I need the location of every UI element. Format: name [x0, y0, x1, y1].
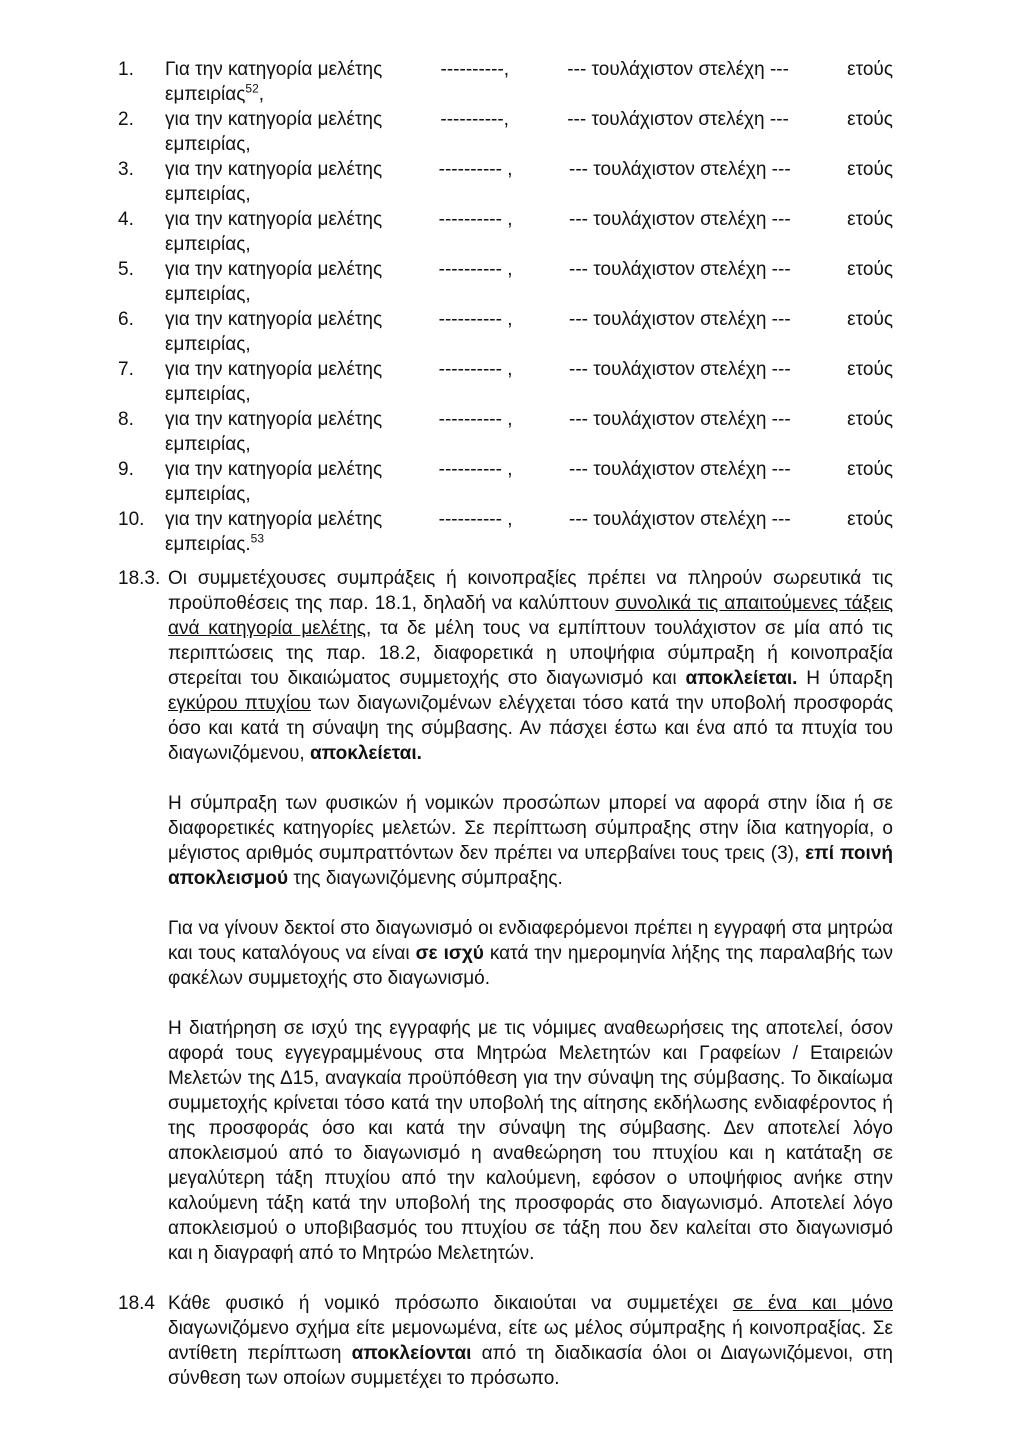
item-mid: --- τουλάχιστον στελέχη --- — [569, 359, 791, 380]
item-dashes: ---------- , — [438, 209, 513, 230]
sections — [118, 566, 893, 1391]
item-end: ετούς — [847, 309, 893, 330]
item-mid: --- τουλάχιστον στελέχη --- — [569, 409, 791, 430]
item-number: 9. — [118, 459, 134, 480]
item-cont: εμπειρίας, — [165, 284, 251, 305]
item-prefix: για την κατηγορία μελέτης — [165, 359, 383, 380]
paragraph-5: Κάθε φυσικό ή νομικό πρόσωπο δικαιούται να συμμετέχει σε ένα και μόνο διαγωνιζόμενο σχήμα είτε μεμονωμένα, είτε ως μέλος σύμπραξης ή κοινοπραξίας. Σε αντίθετη περίπτωση αποκλείονται από τη διαδικασία όλοι οι Διαγωνιζόμενοι, στη σύνθεση των οποίων συμμετέχει το πρόσωπο. — [168, 1293, 893, 1389]
item-number: 4. — [118, 209, 134, 230]
item-mid: --- τουλάχιστον στελέχη --- — [569, 259, 791, 280]
item-end: ετούς — [847, 509, 893, 530]
item-number: 3. — [118, 159, 134, 180]
item-dashes: ----------, — [440, 109, 509, 130]
item-number: 10. — [118, 509, 145, 530]
item-cont: εμπειρίας, — [165, 184, 251, 205]
item-prefix: Για την κατηγορία μελέτης — [165, 59, 383, 80]
item-cont: εμπειρίας, — [165, 234, 251, 255]
item-mid: --- τουλάχιστον στελέχη --- — [569, 509, 791, 530]
list-item — [118, 107, 893, 157]
paragraph-1: Οι συμμετέχουσες συμπράξεις ή κοινοπραξίες πρέπει να πληρούν σωρευτικά τις προϋποθέσεις της παρ. 18.1, δηλαδή να καλύπτουν συνολικά τις απαιτούμενες τάξεις ανά κατηγορία μελέτης, τα δε μέλη τους να εμπίπτουν τουλάχιστον σε μία από τις περιπτώσεις της παρ. 18.2, διαφορετικά η υποψήφια σύμπραξη ή κοινοπραξία στερείται του δικαιώματος συμμετοχής στο διαγωνισμό και αποκλείεται. Η ύπαρξη εγκύρου πτυχίου των διαγωνιζομένων ελέγχεται τόσο κατά την υποβολή προσφοράς όσο και κατά τη σύναψη της σύμβασης. Αν πάσχει έστω και ένα από τα πτυχία του διαγωνιζόμενου, αποκλείεται. — [168, 568, 893, 764]
item-dashes: ---------- , — [438, 159, 513, 180]
item-number: 2. — [118, 109, 134, 130]
item-number: 6. — [118, 309, 134, 330]
item-end: ετούς — [847, 209, 893, 230]
item-prefix: για την κατηγορία μελέτης — [165, 109, 383, 130]
item-prefix: για την κατηγορία μελέτης — [165, 309, 383, 330]
paragraph-3: Για να γίνουν δεκτοί στο διαγωνισμό οι ενδιαφερόμενοι πρέπει η εγγραφή στα μητρώα και τους καταλόγους να είναι σε ισχύ κατά την ημερομηνία λήξης της παραλαβής των φακέλων συμμετοχής στο διαγωνισμό. — [168, 918, 894, 989]
item-prefix: για την κατηγορία μελέτης — [165, 259, 383, 280]
list-item — [118, 407, 893, 457]
item-dashes: ---------- , — [438, 459, 513, 480]
item-prefix: για την κατηγορία μελέτης — [165, 209, 383, 230]
paragraph-4: Η διατήρηση σε ισχύ της εγγραφής με τις νόμιμες αναθεωρήσεις της αποτελεί, όσον αφορά τους εγγεγραμμένους στα Μητρώα Μελετητών και Γραφείων / Εταιρειών Μελετών της Δ15, αναγκαία προϋπόθεση για την σύναψη της σύμβασης. Το δικαίωμα συμμετοχής κρίνεται τόσο κατά την υποβολή της αίτησης εκδήλωσης ενδιαφέροντος ή της προσφοράς όσο και κατά την σύναψη της σύμβασης. Δεν αποτελεί λόγο αποκλεισμού από το διαγωνισμό η αναθεώρηση του πτυχίου και η κατάταξη σε μεγαλύτερη τάξη πτυχίου από την καλούμενη, εφόσον ο υποψήφιος ανήκε στην καλούμενη τάξη κατά την υποβολή της προσφοράς στο διαγωνισμό. Αποτελεί λόγο αποκλεισμού ο υποβιβασμός του πτυχίου σε τάξη που δεν καλείται στο διαγωνισμό και η διαγραφή από το Μητρώο Μελετητών. — [168, 1018, 893, 1264]
section-number: 18.4 — [118, 1293, 155, 1314]
item-cont: εμπειρίας, — [165, 384, 251, 405]
item-cont: εμπειρίας, — [165, 134, 251, 155]
item-end: ετούς — [847, 159, 893, 180]
item-end: ετούς — [847, 109, 893, 130]
list-item — [118, 357, 893, 407]
item-number: 5. — [118, 259, 134, 280]
list-item — [118, 457, 893, 507]
section-18-4 — [118, 1291, 893, 1391]
item-prefix: για την κατηγορία μελέτης — [165, 509, 383, 530]
list-item — [118, 257, 893, 307]
item-mid: --- τουλάχιστον στελέχη --- — [569, 209, 791, 230]
list-item — [118, 207, 893, 257]
list-item: 1. Για την κατηγορία μελέτης ----------, --- τουλάχιστον στελέχη --- ετούς εμπειρίας$^{52}$, — [118, 59, 893, 105]
item-prefix: για την κατηγορία μελέτης — [165, 459, 383, 480]
item-end: ετούς — [847, 259, 893, 280]
item-mid: --- τουλάχιστον στελέχη --- — [567, 59, 789, 80]
section-number: 18.3. — [118, 568, 161, 589]
item-mid: --- τουλάχιστον στελέχη --- — [569, 459, 791, 480]
item-cont: εμπειρίας, — [165, 434, 251, 455]
item-prefix: για την κατηγορία μελέτης — [165, 409, 383, 430]
list-item — [118, 507, 893, 557]
item-number: 8. — [118, 409, 134, 430]
item-dashes: ---------- , — [438, 359, 513, 380]
footnote-ref: 53 — [250, 531, 265, 546]
item-number: 7. — [118, 359, 134, 380]
item-cont: εμπειρίας, — [165, 334, 251, 355]
category-list — [118, 57, 893, 557]
list-item — [118, 307, 893, 357]
item-number: 1. — [118, 59, 134, 80]
item-mid: --- τουλάχιστον στελέχη --- — [569, 159, 791, 180]
item-prefix: για την κατηγορία μελέτης — [165, 159, 383, 180]
item-dashes: ---------- , — [438, 409, 513, 430]
paragraph-2: Η σύμπραξη των φυσικών ή νομικών προσώπων μπορεί να αφορά στην ίδια ή σε διαφορετικές κατηγορίες μελετών. Σε περίπτωση σύμπραξης στην ίδια κατηγορία, ο μέγιστος αριθμός συμπραττόντων δεν πρέπει να υπερβαίνει τους τρεις (3), επί ποινή αποκλεισμού της διαγωνιζόμενης σύμπραξης. — [168, 793, 893, 889]
item-mid: --- τουλάχιστον στελέχη --- — [569, 309, 791, 330]
item-end: ετούς — [847, 459, 893, 480]
item-end: ετούς — [847, 409, 893, 430]
item-dashes: ---------- , — [438, 309, 513, 330]
item-mid: --- τουλάχιστον στελέχη --- — [567, 109, 789, 130]
item-end: ετούς — [847, 59, 893, 80]
item-end: ετούς — [847, 359, 893, 380]
item-cont: εμπειρίας — [165, 84, 246, 105]
item-cont: εμπειρίας. — [165, 534, 251, 555]
footnote-ref: 52 — [245, 81, 259, 96]
item-dashes: ---------- , — [438, 509, 513, 530]
list-item — [118, 157, 893, 207]
item-dashes: ----------, — [440, 59, 510, 80]
item-dashes: ---------- , — [438, 259, 513, 280]
item-cont: εμπειρίας, — [165, 484, 251, 505]
section-18-3 — [118, 566, 893, 1266]
